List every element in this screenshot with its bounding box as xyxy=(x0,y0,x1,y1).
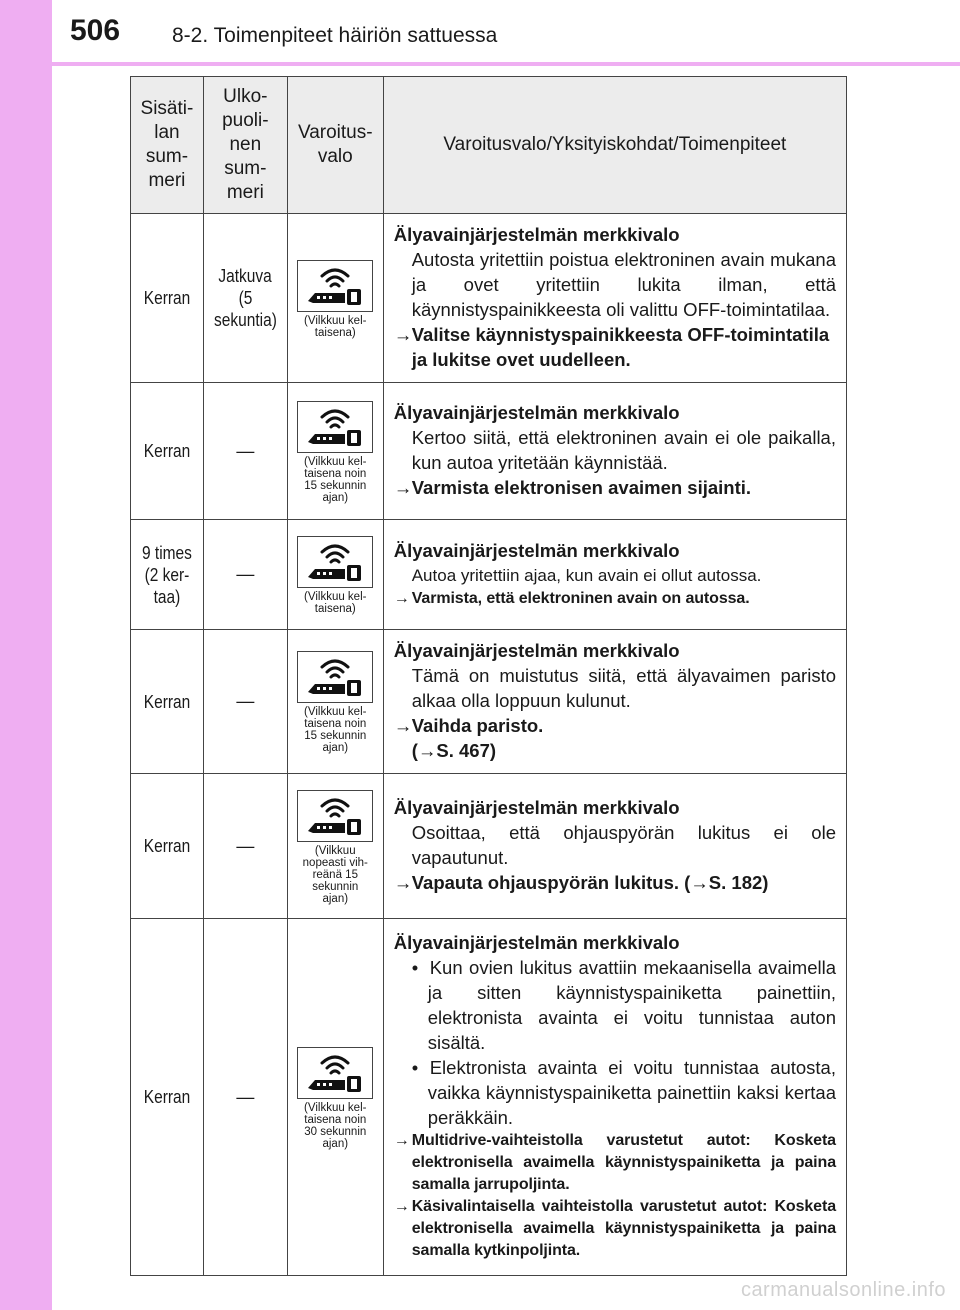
exterior-buzzer-cell: Jatkuva (5 sekuntia) xyxy=(203,214,287,383)
header-warning-light: Varoitus- valo xyxy=(287,77,383,214)
watermark: carmanualsonline.info xyxy=(740,1279,946,1301)
header-exterior-buzzer: Ulko- puoli- nen sum- meri xyxy=(203,77,287,214)
smart-key-indicator-icon xyxy=(297,790,373,842)
detail-title: Älyavainjärjestelmän merkkivalo xyxy=(393,797,680,818)
table-row xyxy=(131,383,847,520)
table-row xyxy=(131,520,847,630)
detail-text: Autoa yritettiin ajaa, kun avain ei ollut autossa. xyxy=(411,565,762,585)
interior-buzzer-cell: Kerran xyxy=(131,919,204,1276)
detail-title: Älyavainjärjestelmän merkkivalo xyxy=(393,224,680,245)
detail-action: →Varmista elektronisen avaimen sijainti. xyxy=(393,477,752,498)
detail-text: Osoittaa, että ohjauspyörän lukitus ei ole vapautunut. xyxy=(411,822,836,868)
smart-key-indicator-icon xyxy=(297,401,373,453)
detail-title: Älyavainjärjestelmän merkkivalo xyxy=(393,402,680,423)
warning-light-cell: (Vilkkuu kel- taisena noin 15 sekunnin ajan) xyxy=(287,383,383,520)
warning-light-cell: (Vilkkuu kel- taisena noin 30 sekunnin ajan) xyxy=(287,919,383,1276)
exterior-buzzer-cell: — xyxy=(203,630,287,774)
interior-buzzer-cell: Kerran xyxy=(131,383,204,520)
detail-bullet: • Elektronista avainta ei voitu tunnistaa autosta, vaikka käynnistyspainiketta painettiin kaksi kertaa peräkkäin. xyxy=(411,1057,836,1128)
warning-light-cell: (Vilkkuu nopeasti vih- reänä 15 sekunnin ajan) xyxy=(287,774,383,919)
section-title: 8-2. Toimenpiteet häiriön sattuessa xyxy=(172,24,498,47)
interior-buzzer-cell: Kerran xyxy=(131,630,204,774)
interior-buzzer-cell: 9 times (2 ker-taa) xyxy=(131,520,204,630)
detail-action: →Valitse käynnistyspainikkeesta OFF-toimintatila ja lukitse ovet uudelleen. xyxy=(393,324,830,370)
table-row xyxy=(131,919,847,1276)
table-row xyxy=(131,630,847,774)
side-color-band xyxy=(0,0,52,1310)
interior-buzzer-cell: Kerran xyxy=(131,774,204,919)
detail-title: Älyavainjärjestelmän merkkivalo xyxy=(393,640,680,661)
warning-light-cell: (Vilkkuu kel- taisena noin 15 sekunnin ajan) xyxy=(287,630,383,774)
detail-bullet: • Kun ovien lukitus avattiin mekaanisella avaimella ja sitten käynnistyspainiketta painettiin, elektronista avainta ei voitu tunnistaa auton sisältä. xyxy=(411,957,836,1053)
detail-action: →Vapauta ohjauspyörän lukitus. (→S. 182) xyxy=(393,872,769,893)
table-row xyxy=(131,214,847,383)
detail-action: → Varmista, että elektroninen avain on autossa. xyxy=(393,589,750,607)
detail-action: → Käsivalintaisella vaihteistolla varustetut autot: Kosketa elektronisella avaimella käynnistyspainiketta ja paina samalla kytkinpoljinta. xyxy=(393,1198,836,1259)
exterior-buzzer-cell: — xyxy=(203,774,287,919)
exterior-buzzer-cell: — xyxy=(203,383,287,520)
smart-key-indicator-icon xyxy=(297,260,373,312)
header-interior-buzzer: Sisäti- lan sum- meri xyxy=(131,77,204,214)
header-details: Varoitusvalo/Yksityiskohdat/Toimenpiteet xyxy=(383,77,846,214)
details-cell xyxy=(383,520,846,630)
warning-light-cell: (Vilkkuu kel- taisena) xyxy=(287,520,383,630)
smart-key-indicator-icon xyxy=(297,1047,373,1099)
detail-action: → Multidrive-vaihteistolla varustetut autot: Kosketa elektronisella avaimella käynnistyspainiketta ja paina samalla jarrupoljinta. xyxy=(393,1132,836,1193)
details-cell xyxy=(383,630,846,774)
exterior-buzzer-cell: — xyxy=(203,520,287,630)
detail-text: Kertoo siitä, että elektroninen avain ei ole paikalla, kun autoa yritetään käynnistää. xyxy=(411,427,836,473)
exterior-buzzer-cell: — xyxy=(203,919,287,1276)
details-cell xyxy=(383,919,846,1276)
smart-key-indicator-icon xyxy=(297,651,373,703)
detail-text: Autosta yritettiin poistua elektroninen avain mukana ja ovet yritettiin lukita ilman, että käynnistyspainikkeesta oli valittu OFF-toimintatilaa. xyxy=(411,249,836,320)
table-header-row xyxy=(131,77,847,214)
warning-light-cell: (Vilkkuu kel- taisena) xyxy=(287,214,383,383)
interior-buzzer-cell: Kerran xyxy=(131,214,204,383)
smart-key-indicator-icon xyxy=(297,536,373,588)
details-cell xyxy=(383,214,846,383)
detail-page-reference: (→S. 467) xyxy=(411,740,497,761)
detail-text: Tämä on muistutus siitä, että älyavaimen paristo alkaa olla loppuun kulunut. xyxy=(411,665,836,711)
table-row xyxy=(131,774,847,919)
header-rule xyxy=(52,62,960,66)
detail-title: Älyavainjärjestelmän merkkivalo xyxy=(393,932,680,953)
page-number: 506 xyxy=(70,14,121,47)
detail-action: →Vaihda paristo. xyxy=(393,715,544,736)
details-cell xyxy=(383,383,846,520)
warning-table xyxy=(130,76,847,1276)
details-cell xyxy=(383,774,846,919)
detail-title: Älyavainjärjestelmän merkkivalo xyxy=(393,539,680,561)
